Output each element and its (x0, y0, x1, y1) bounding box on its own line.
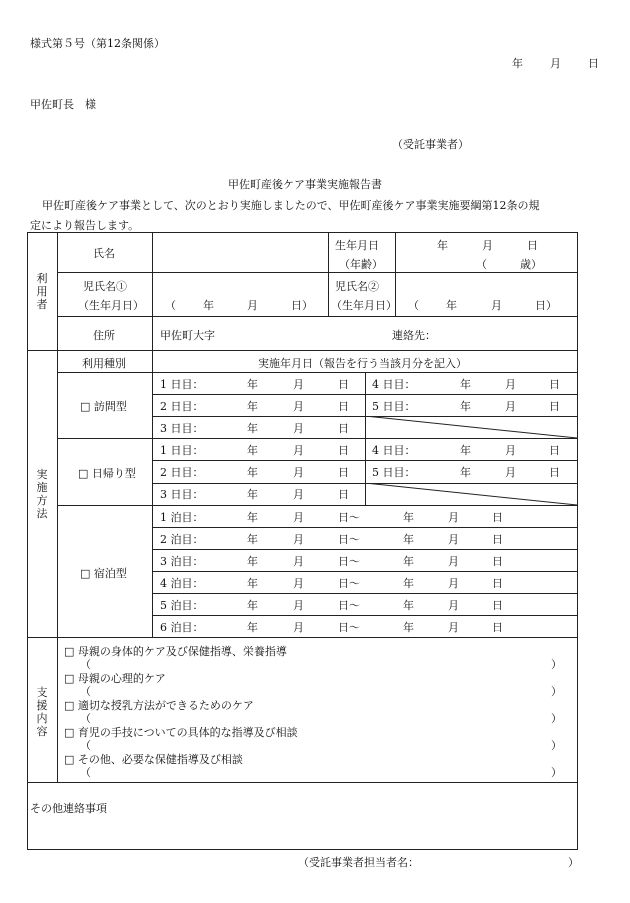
stay-night-label: 2 泊目： (160, 533, 204, 546)
age-label: （年齢） (339, 258, 383, 271)
stay-end-day: 日 (492, 511, 503, 524)
visit-day-month: 月 (505, 378, 516, 391)
stay-night-label: 4 泊目： (160, 577, 204, 590)
stay-start-year: 年 (247, 621, 258, 634)
visit-day-label: 3 日目： (160, 422, 204, 435)
support-item-label: 適切な授乳方法ができるためのケア (77, 699, 254, 712)
support-item-label: 育児の手技についての具体的な指導及び相談 (77, 726, 298, 739)
daytrip-day-year: 年 (247, 488, 258, 501)
checkbox-icon[interactable]: □ (78, 467, 89, 480)
contact-label: 連絡先： (392, 329, 436, 342)
daytrip-day-month: 月 (505, 444, 516, 457)
daytrip-day-year: 年 (460, 466, 471, 479)
stay-start-year: 年 (247, 511, 258, 524)
stay-start-month: 月 (293, 511, 304, 524)
empty-cell-slash (365, 416, 577, 438)
stay-start-year: 年 (247, 599, 258, 612)
daytrip-day-day: 日 (338, 444, 349, 457)
checkbox-icon[interactable]: □ (64, 726, 78, 739)
stay-start-year: 年 (247, 577, 258, 590)
stay-start-day: 日～ (338, 555, 360, 568)
daytrip-day-day: 日 (338, 466, 349, 479)
stay-end-month: 月 (448, 577, 459, 590)
daytrip-type-option[interactable] (78, 465, 136, 481)
visit-day-day: 日 (338, 378, 349, 391)
visit-day-label: 4 日目： (372, 378, 416, 391)
support-item[interactable] (64, 697, 254, 713)
daytrip-day-month: 月 (505, 466, 516, 479)
checkbox-icon[interactable]: □ (80, 400, 91, 413)
stay-night-label: 6 泊目： (160, 621, 204, 634)
stay-end-day: 日 (492, 533, 503, 546)
stay-start-month: 月 (293, 555, 304, 568)
contractor-label: （受託事業者） (392, 138, 469, 151)
birth-year: 年 (437, 239, 448, 252)
intro-line-1: 甲佐町産後ケア事業として、次のとおり実施しましたので、甲佐町産後ケア事業実施要綱第12条の規 (42, 199, 540, 212)
daytrip-day-year: 年 (460, 444, 471, 457)
child2-birth-label: （生年月日） (331, 299, 397, 312)
stay-start-month: 月 (293, 599, 304, 612)
stay-end-year: 年 (403, 577, 414, 590)
birth-month: 月 (482, 239, 493, 252)
support-note-close: ） (551, 712, 562, 725)
stay-end-month: 月 (448, 533, 459, 546)
stay-start-day: 日～ (338, 511, 360, 524)
stay-end-year: 年 (403, 621, 414, 634)
daytrip-day-day: 日 (549, 444, 560, 457)
child1-label: 児氏名① (83, 280, 127, 293)
child1-birth-label: （生年月日） (78, 299, 144, 312)
daytrip-day-year: 年 (247, 444, 258, 457)
address-label: 住所 (93, 329, 115, 342)
support-note-open: （ (80, 685, 91, 698)
stay-start-year: 年 (247, 555, 258, 568)
visit-day-label: 1 日目： (160, 378, 204, 391)
stay-end-month: 月 (448, 511, 459, 524)
report-date-year: 年 (512, 57, 523, 70)
child1-day: 日） (291, 299, 313, 312)
daytrip-day-label: 3 日目： (160, 488, 204, 501)
support-note-open: （ (80, 712, 91, 725)
user-side-label: 利 用 者 (36, 272, 48, 311)
checkbox-icon[interactable]: □ (80, 567, 91, 580)
stay-end-year: 年 (403, 599, 414, 612)
visit-day-year: 年 (247, 400, 258, 413)
child2-label: 児氏名② (335, 280, 379, 293)
staff-name-close: ） (568, 856, 579, 869)
visit-day-year: 年 (247, 422, 258, 435)
document-title: 甲佐町産後ケア事業実施報告書 (228, 178, 382, 191)
visit-day-month: 月 (293, 422, 304, 435)
visit-type-label: 訪問型 (93, 400, 127, 413)
other-notes-label: その他連絡事項 (30, 802, 107, 815)
stay-type-label: 宿泊型 (93, 567, 127, 580)
support-item[interactable] (64, 643, 287, 659)
visit-day-year: 年 (460, 400, 471, 413)
stay-end-year: 年 (403, 555, 414, 568)
daytrip-day-label: 5 日目： (372, 466, 416, 479)
stay-start-month: 月 (293, 533, 304, 546)
report-date-day: 日 (588, 57, 599, 70)
stay-type-option[interactable] (80, 565, 127, 581)
stay-night-label: 5 泊目： (160, 599, 204, 612)
stay-end-month: 月 (448, 555, 459, 568)
checkbox-icon[interactable]: □ (64, 699, 78, 712)
stay-night-label: 1 泊目： (160, 511, 204, 524)
intro-line-2: 定により報告します。 (30, 219, 140, 232)
visit-day-day: 日 (549, 400, 560, 413)
stay-night-label: 3 泊目： (160, 555, 204, 568)
empty-cell-slash (365, 483, 577, 505)
visit-day-year: 年 (247, 378, 258, 391)
stay-end-day: 日 (492, 599, 503, 612)
visit-day-day: 日 (338, 400, 349, 413)
support-note-open: （ (80, 739, 91, 752)
stay-end-day: 日 (492, 555, 503, 568)
birth-day: 日 (527, 239, 538, 252)
address-prefix: 甲佐町大字 (160, 329, 215, 342)
support-note-open: （ (80, 766, 91, 779)
daytrip-day-year: 年 (247, 466, 258, 479)
daytrip-day-label: 4 日目： (372, 444, 416, 457)
child2-day: 日） (535, 299, 557, 312)
name-label: 氏名 (93, 247, 115, 260)
child1-month: 月 (247, 299, 258, 312)
checkbox-icon[interactable]: □ (64, 753, 78, 766)
form-number: 様式第５号（第12条関係） (30, 37, 165, 50)
support-item[interactable] (64, 724, 298, 740)
child2-year: 年 (446, 299, 457, 312)
visit-day-month: 月 (293, 378, 304, 391)
stay-end-year: 年 (403, 533, 414, 546)
visit-day-month: 月 (505, 400, 516, 413)
daytrip-day-day: 日 (549, 466, 560, 479)
stay-end-month: 月 (448, 621, 459, 634)
type-header: 利用種別 (82, 357, 126, 370)
stay-end-year: 年 (403, 511, 414, 524)
child2-month: 月 (491, 299, 502, 312)
stay-end-day: 日 (492, 577, 503, 590)
staff-name-label: （受託事業者担当者名： (298, 856, 419, 869)
stay-end-day: 日 (492, 621, 503, 634)
daytrip-day-month: 月 (293, 466, 304, 479)
date-header: 実施年月日（報告を行う当該月分を記入） (258, 357, 467, 370)
child1-year: 年 (203, 299, 214, 312)
stay-start-day: 日～ (338, 533, 360, 546)
stay-start-day: 日～ (338, 577, 360, 590)
report-date-month: 月 (550, 57, 561, 70)
visit-type-option[interactable] (80, 398, 127, 414)
visit-day-label: 2 日目： (160, 400, 204, 413)
daytrip-type-label: 日帰り型 (91, 467, 136, 480)
addressee: 甲佐町長 様 (30, 98, 96, 111)
support-item-label: 母親の心理的ケア (77, 672, 166, 685)
stay-start-day: 日～ (338, 599, 360, 612)
visit-day-year: 年 (460, 378, 471, 391)
stay-end-month: 月 (448, 599, 459, 612)
visit-day-month: 月 (293, 400, 304, 413)
support-note-close: ） (551, 739, 562, 752)
support-note-open: （ (80, 658, 91, 671)
visit-day-label: 5 日目： (372, 400, 416, 413)
visit-day-day: 日 (338, 422, 349, 435)
stay-start-month: 月 (293, 621, 304, 634)
stay-start-year: 年 (247, 533, 258, 546)
birth-label: 生年月日 (335, 239, 379, 252)
support-note-close: ） (551, 685, 562, 698)
stay-start-day: 日～ (338, 621, 360, 634)
child2-open: （ (408, 299, 419, 312)
daytrip-day-day: 日 (338, 488, 349, 501)
daytrip-day-label: 1 日目： (160, 444, 204, 457)
daytrip-day-month: 月 (293, 488, 304, 501)
checkbox-icon[interactable]: □ (64, 645, 78, 658)
support-side-label: 支 援 内 容 (36, 686, 48, 738)
support-note-close: ） (551, 658, 562, 671)
checkbox-icon[interactable]: □ (64, 672, 78, 685)
age-value: （ 歳） (476, 258, 542, 271)
support-item-label: 母親の身体的ケア及び保健指導、栄養指導 (77, 645, 287, 658)
child1-open: （ (165, 299, 176, 312)
daytrip-day-month: 月 (293, 444, 304, 457)
method-side-label: 実 施 方 法 (36, 468, 48, 520)
daytrip-day-label: 2 日目： (160, 466, 204, 479)
support-note-close: ） (551, 766, 562, 779)
visit-day-day: 日 (549, 378, 560, 391)
stay-start-month: 月 (293, 577, 304, 590)
support-item-label: その他、必要な保健指導及び相談 (77, 753, 243, 766)
